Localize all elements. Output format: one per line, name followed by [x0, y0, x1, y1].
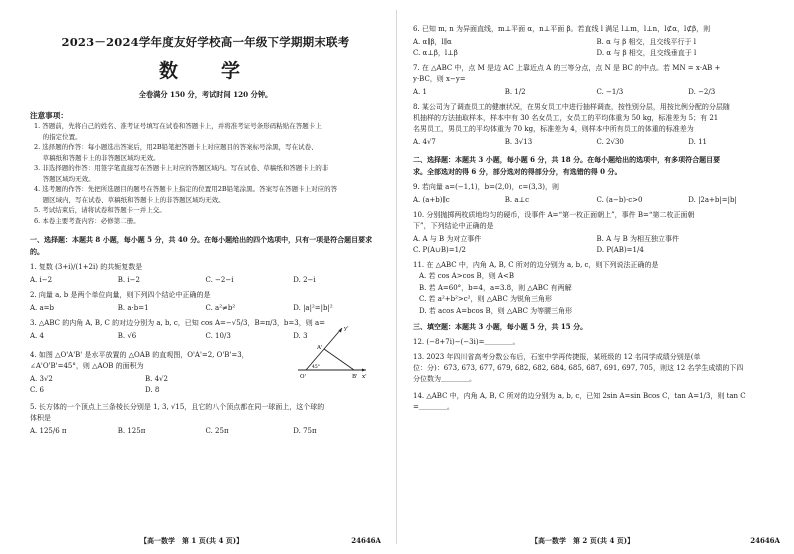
option: C. −2−i — [205, 276, 234, 284]
option: D. 2−i — [293, 276, 316, 284]
notes-list — [30, 121, 381, 226]
note-line: 的指定位置。 — [34, 132, 82, 141]
option: D. α 与 β 相交，且交线垂直于 l — [596, 49, 697, 57]
question-14: 14. △ABC 中，内角 A, B, C 所对的边分别为 a, b, c，已知 2sin A=sin Bcos C，tan A=1/3，则 tan C — [413, 392, 746, 400]
section-1-heading: 一、选择题：本题共 8 小题，每小题 5 分，共 40 分。在每小题给出的四个选项中，只有一项是符合题目要求的。 — [30, 235, 373, 256]
question-4-cont: ∠A'O'B'=45°，则 △AOB 的面积为 — [30, 362, 144, 370]
option: A. A 与 B 为对立事件 — [413, 235, 482, 243]
option: C. P(A∪B)=1/2 — [413, 246, 466, 254]
note-line: 6. 本卷主要考查内容：必修第二册。 — [34, 216, 140, 225]
option: C. (a−b)·c>0 — [596, 196, 643, 204]
question-6-options — [413, 37, 780, 59]
question-6: 6. 已知 m, n 为异面直线，m⊥平面 α，n⊥平面 β。若直线 l 满足 l⊥m，l⊥n，l⊄α，l⊄β，则 — [413, 25, 711, 33]
option: D. 8 — [145, 386, 160, 394]
option: A. 1 — [413, 88, 427, 96]
label-y: y' — [344, 326, 349, 332]
footer-text: 【高一数学 第 2 页(共 4 页)】 — [531, 536, 635, 545]
note-line: 5. 考试结束后，请将试卷和答题卡一并上交。 — [34, 206, 166, 214]
question-8-cont: 机抽样的方法抽取样本，样本中有 30 名女员工，女员工的平均体重为 50 kg，标准差为 5；有 21 — [413, 114, 719, 122]
option: D. 75π — [293, 427, 317, 435]
question-9: 9. 若向量 a=(−1,1)，b=(2,0)，c=(3,3)，则 — [413, 183, 559, 191]
question-13-cont2: 分位数为＿＿＿＿。 — [413, 375, 476, 383]
question-8-cont2: 名男员工，男员工的平均体重为 70 kg，标准差为 4，则样本中所有员工的体重的标准差为 — [413, 125, 694, 133]
score-line: 全卷满分 150 分，考试时间 120 分钟。 — [138, 90, 273, 99]
option: C. a²≠b² — [205, 304, 236, 312]
option: D. −2/3 — [688, 88, 716, 96]
question-1-options — [30, 275, 381, 286]
option: A. 3√2 — [30, 375, 53, 383]
footer-text: 【高一数学 第 1 页(共 4 页)】 — [140, 536, 244, 545]
question-13-cont: 位：分)：673, 673, 677, 679, 682, 682, 684, 685, 687, 691, 697, 705，则这 12 名学生成绩的下四 — [413, 364, 744, 372]
option: D. P(AB)=1/4 — [596, 246, 644, 254]
note-line: 答题区域均无效。 — [34, 174, 95, 183]
question-7-cont: y·BC，则 x−y= — [413, 75, 466, 83]
page-2-footer — [413, 536, 780, 546]
paper-code: 24646A — [351, 536, 381, 545]
option: C. −1/3 — [596, 88, 624, 96]
option: A. (a+b)∥c — [413, 196, 450, 204]
question-14-cont: =＿＿＿＿。 — [413, 403, 454, 411]
note-line: 题区域内，写在试卷、草稿纸和答题卡上的非答题区域均无效。 — [34, 195, 225, 204]
question-4-options — [30, 374, 260, 396]
notes-title: 注意事项： — [30, 111, 68, 120]
question-8-options — [413, 137, 780, 148]
option: A. a=b — [30, 304, 55, 312]
label-o: O' — [300, 374, 307, 380]
option: B. √6 — [117, 332, 137, 340]
option: A. 4√7 — [413, 138, 436, 146]
option: D. 11 — [688, 138, 707, 146]
section-2-heading-cont: 求。全部选对的得 6 分，部分选对的得部分分，有选错的得 0 分。 — [413, 167, 622, 176]
label-x: x' — [362, 374, 367, 380]
note-line: 3. 非选择题的作答：用签字笔直接写在答题卡上对应的答题区域内。写在试卷、草稿纸和答题卡上的非 — [34, 164, 329, 172]
option: B. 4√2 — [145, 375, 168, 383]
option: B. α 与 β 相交，且交线平行于 l — [596, 38, 697, 46]
option: A. α∥β，l∥α — [413, 38, 452, 46]
question-10-cont: 下”，下列结论中正确的是 — [413, 222, 494, 230]
label-angle: 45° — [312, 365, 320, 370]
question-7-options — [413, 87, 780, 98]
option: B. 3√13 — [504, 138, 533, 146]
option: B. a·b=1 — [117, 304, 149, 312]
note-line: 1. 答题前，先将自己的姓名、准考证号填写在试卷和答题卡上，并将准考证号条形码粘贴在答题卡上 — [34, 122, 322, 130]
option: A. i−2 — [30, 276, 53, 284]
question-1: 1. 复数 (3+i)/(1+2i) 的共轭复数是 — [30, 263, 143, 271]
option: C. 10/3 — [205, 332, 231, 340]
exam-title: 2023－2024学年度友好学校高一年级下学期期末联考 — [61, 35, 350, 49]
option: C. 6 — [30, 386, 45, 394]
option: B. 125π — [117, 427, 146, 435]
question-7: 7. 在 △ABC 中，点 M 是边 AC 上靠近点 A 的三等分点，点 N 是 BC 的中点。若 MN = x·AB + — [413, 64, 721, 72]
note-line: 4. 选考题的作答：先把所选题目的题号在答题卡上指定的位置用2B铅笔涂黑。答案写在答题卡上对应的答 — [34, 185, 338, 193]
question-5: 5. 长方体的一个顶点上三条棱长分别是 1, 3, √15，且它的八个顶点都在同一球面上，这个球的 — [30, 403, 325, 411]
question-11-option-c: C. 若 a²+b²>c²，则 △ABC 为锐角三角形 — [419, 295, 553, 303]
section-2-heading: 二、选择题：本题共 3 小题，每小题 6 分，共 18 分。在每小题给出的选项中，有多项符合题目要 — [413, 155, 721, 164]
question-5-cont: 体积是 — [30, 414, 51, 422]
question-13: 13. 2023 年四川省高考分数公布后，石室中学再传捷报，某班级的 12 名同学成绩分别是(单 — [413, 353, 701, 361]
label-b: B' — [352, 374, 358, 380]
intuitive-diagram-figure — [292, 322, 370, 382]
option: B. A 与 B 为相互独立事件 — [596, 235, 679, 243]
question-10-options — [413, 234, 780, 256]
note-line: 2. 选择题的作答：每小题选出答案后，用2B铅笔把答题卡上对应题目的答案标号涂黑，写在试卷、 — [34, 143, 318, 151]
question-11: 11. 在 △ABC 中，内角 A, B, C 所对的边分别为 a, b, c，则下列说法正确的是 — [413, 261, 659, 269]
question-2: 2. 向量 a, b 是两个单位向量，则下列四个结论中正确的是 — [30, 291, 211, 299]
option: C. α⊥β，l⊥β — [413, 49, 458, 57]
question-9-options — [413, 195, 780, 206]
option: A. 125/6 π — [30, 427, 67, 435]
segment-a-b — [324, 349, 354, 370]
option: D. 3 — [293, 332, 308, 340]
question-11-option-d: D. 若 acos A=bcos B，则 △ABC 为等腰三角形 — [419, 306, 573, 315]
option: B. i−2 — [117, 276, 140, 284]
option: C. 25π — [205, 427, 229, 435]
question-5-options — [30, 426, 381, 437]
question-2-options — [30, 303, 381, 314]
question-12: 12. (−8+7i)−(−3i)=＿＿＿＿。 — [413, 338, 520, 346]
option: D. |2a+b|=|b| — [688, 196, 737, 204]
question-10: 10. 分别抛掷两枚质地均匀的硬币，设事件 A=“第一枚正面朝上”，事件 B=“第二枚正面朝 — [413, 211, 695, 219]
page-1-footer — [30, 536, 381, 546]
option: B. 1/2 — [504, 88, 526, 96]
section-3-heading: 三、填空题：本题共 3 小题，每小题 5 分，共 15 分。 — [413, 322, 588, 331]
paper-code: 24646A — [750, 536, 780, 545]
label-a: A' — [317, 345, 323, 351]
option: C. 2√30 — [596, 138, 624, 146]
question-4: 4. 如图 △O'A'B' 是水平放置的 △OAB 的直观图，O'A'=2, O'B'=3， — [30, 351, 249, 359]
question-8: 8. 某公司为了调查员工的健康状况，在男女员工中进行抽样调查，按性别分层，用按比例分配的分层随 — [413, 103, 730, 111]
note-line: 草稿纸和答题卡上的非答题区域均无效。 — [34, 153, 160, 162]
option: D. |a|²=|b|² — [293, 304, 333, 312]
question-3: 3. △ABC 的内角 A, B, C 的对边分别为 a, b, c，已知 cos A=−√5/3，B=π/3，b=3，则 a= — [30, 319, 325, 327]
question-11-option-b: B. 若 A=60°，b=4，a=3.8，则 △ABC 有两解 — [419, 283, 572, 292]
subject-title: 数 学 — [158, 60, 252, 82]
x-axis-arrow — [362, 369, 366, 372]
option: B. a⊥c — [504, 196, 530, 204]
exam-page-2 — [397, 0, 794, 554]
question-11-option-a: A. 若 cos A>cos B，则 A<B — [419, 272, 514, 280]
option: A. 4 — [30, 332, 44, 340]
